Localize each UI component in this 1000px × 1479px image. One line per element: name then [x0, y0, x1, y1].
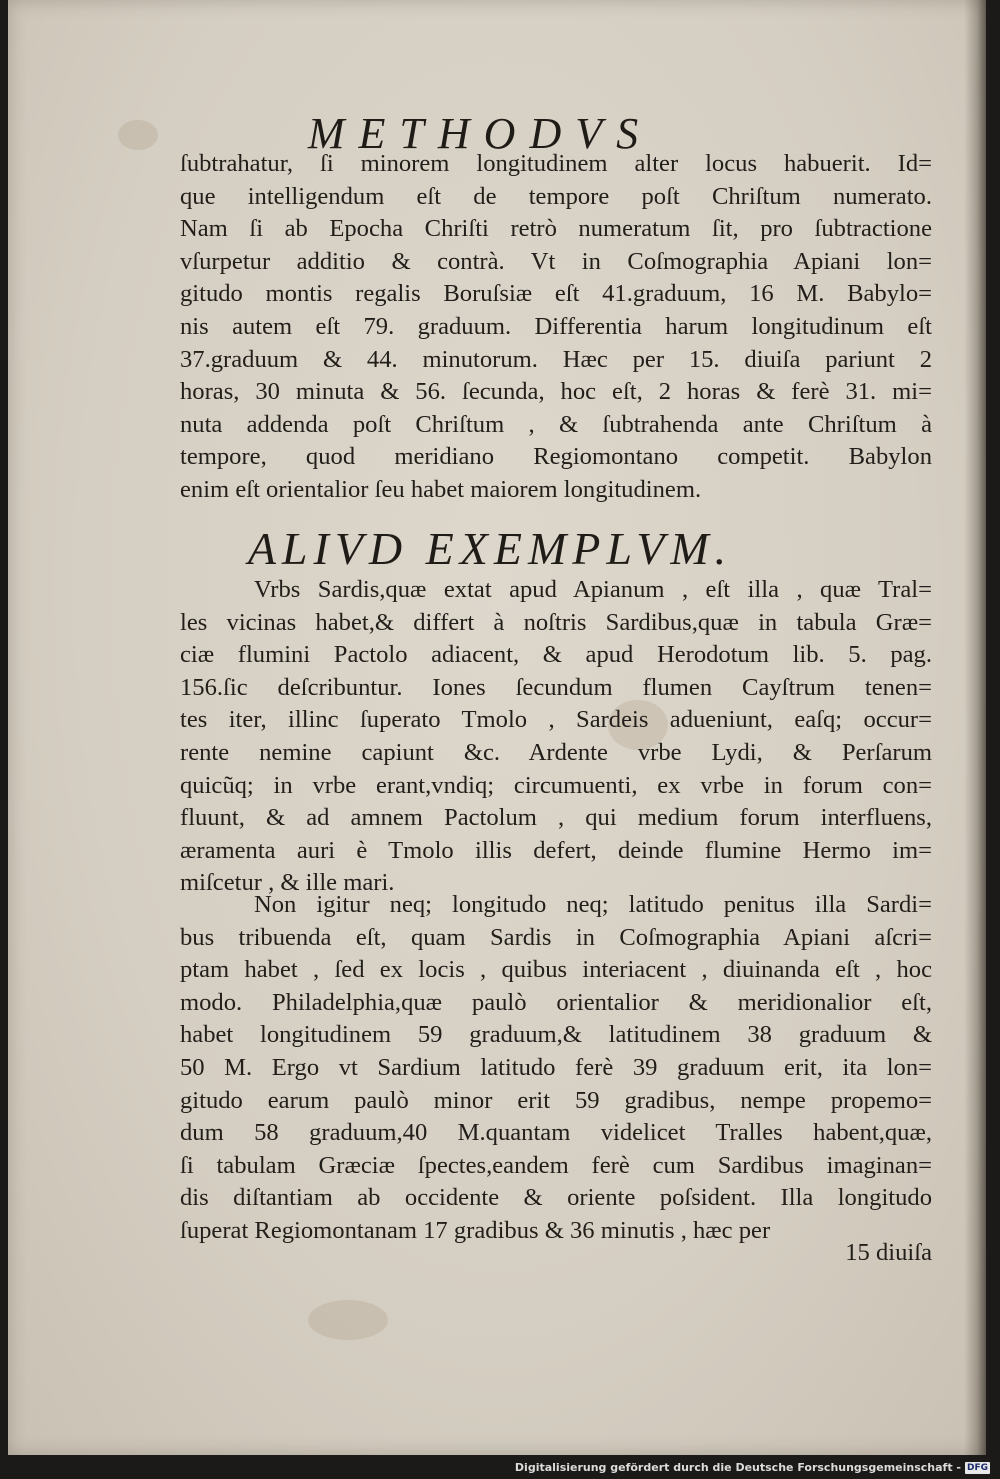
text-line: Vrbs Sardis,quæ extat apud Apianum , eſt illa , quæ Tral= [254, 576, 932, 603]
catchword: 15 diuiſa [845, 1239, 932, 1266]
text-line: modo. Philadelphia,quæ paulò orientalior & meridionalior eſt, [180, 988, 932, 1016]
dfg-logo-icon: DFG [966, 1462, 988, 1473]
text-line: tes iter, illinc ſuperato Tmolo , Sardeis adueniunt, eaſq; occur= [180, 706, 932, 734]
text-line: ſuperat Regiomontanam 17 gradibus & 36 minutis , hæc per [180, 1216, 771, 1244]
text-line: ciæ flumini Pactolo adiacent, & apud Herodotum lib. 5. pag. [180, 641, 932, 669]
text-line: ſubtrahatur, ſi minorem longitudinem alter locus habuerit. Id= [180, 150, 932, 177]
paragraph-1 [180, 148, 932, 507]
text-line: enim eſt orientalior ſeu habet maiorem longitudinem. [180, 475, 702, 503]
text-line: ptam habet , ſed ex locis , quibus interiacent , diuinanda eſt , hoc [180, 956, 932, 984]
digitization-footer [515, 1461, 990, 1474]
paragraph-3 [180, 889, 932, 1248]
text-line: ſi tabulam Græciæ ſpectes,eandem ferè cum Sardibus imaginan= [180, 1151, 932, 1179]
text-line: rente nemine capiunt &c. Ardente vrbe Lydi, & Perſarum [180, 738, 932, 766]
text-line: fluunt, & ad amnem Pactolum , qui medium forum interfluens, [180, 804, 932, 832]
text-line: vſurpetur additio & contrà. Vt in Coſmographia Apiani lon= [180, 247, 932, 275]
text-line: 156.ſic deſcribuntur. Iones ſecundum flumen Cayſtrum tenen= [180, 673, 932, 701]
footer-credit: Digitalisierung gefördert durch die Deutsche Forschungsgemeinschaft - [514, 1461, 961, 1474]
section-heading: ALIVD EXEMPLVM. [247, 523, 733, 574]
paragraph-2 [180, 574, 932, 900]
text-line: gitudo earum paulò minor erit 59 gradibus, nempe propemo= [180, 1086, 932, 1114]
text-line: que intelligendum eſt de tempore poſt Chriſtum numerato. [180, 182, 932, 210]
text-line: miſcetur , & ille mari. [180, 869, 395, 897]
text-line: dum 58 graduum,40 M.quantam videlicet Tralles habent,quæ, [180, 1119, 932, 1147]
text-line: 50 M. Ergo vt Sardium latitudo ferè 39 graduum erit, ita lon= [180, 1053, 932, 1081]
text-line: æramenta auri è Tmolo illis defert, deinde flumine Hermo im= [180, 836, 932, 864]
catchword-block [180, 1237, 932, 1270]
running-header: METHODVS [307, 109, 653, 158]
text-line: horas, 30 minuta & 56. ſecunda, hoc eſt, 2 horas & ferè 31. mi= [180, 378, 932, 406]
book-spine-shadow [964, 0, 986, 1455]
text-line: gitudo montis regalis Boruſsiæ eſt 41.graduum, 16 M. Babylo= [180, 280, 932, 308]
text-line: dis diſtantiam ab occidente & oriente poſsident. Illa longitudo [180, 1184, 932, 1212]
text-line: nuta addenda poſt Chriſtum , & ſubtrahenda ante Chriſtum à [180, 410, 932, 438]
text-line: habet longitudinem 59 graduum,& latitudinem 38 graduum & [180, 1021, 932, 1049]
text-line: Non igitur neq; longitudo neq; latitudo penitus illa Sardi= [254, 891, 932, 918]
text-line: les vicinas habet,& differt à noſtris Sardibus,quæ in tabula Græ= [180, 608, 932, 636]
text-line: tempore, quod meridiano Regiomontano competit. Babylon [180, 443, 932, 471]
text-line: quicũq; in vrbe erant,vndiq; circumuenti, ex vrbe in forum con= [180, 771, 932, 799]
text-line: Nam ſi ab Epocha Chriſti retrò numeratum ſit, pro ſubtractione [180, 215, 932, 243]
text-line: 37.graduum & 44. minutorum. Hæc per 15. diuiſa pariunt 2 [180, 345, 932, 373]
paper-stain [308, 1300, 388, 1340]
text-line: bus tribuenda eſt, quam Sardis in Coſmographia Apiani aſcri= [180, 923, 932, 951]
text-line: nis autem eſt 79. graduum. Differentia harum longitudinum eſt [180, 312, 932, 340]
